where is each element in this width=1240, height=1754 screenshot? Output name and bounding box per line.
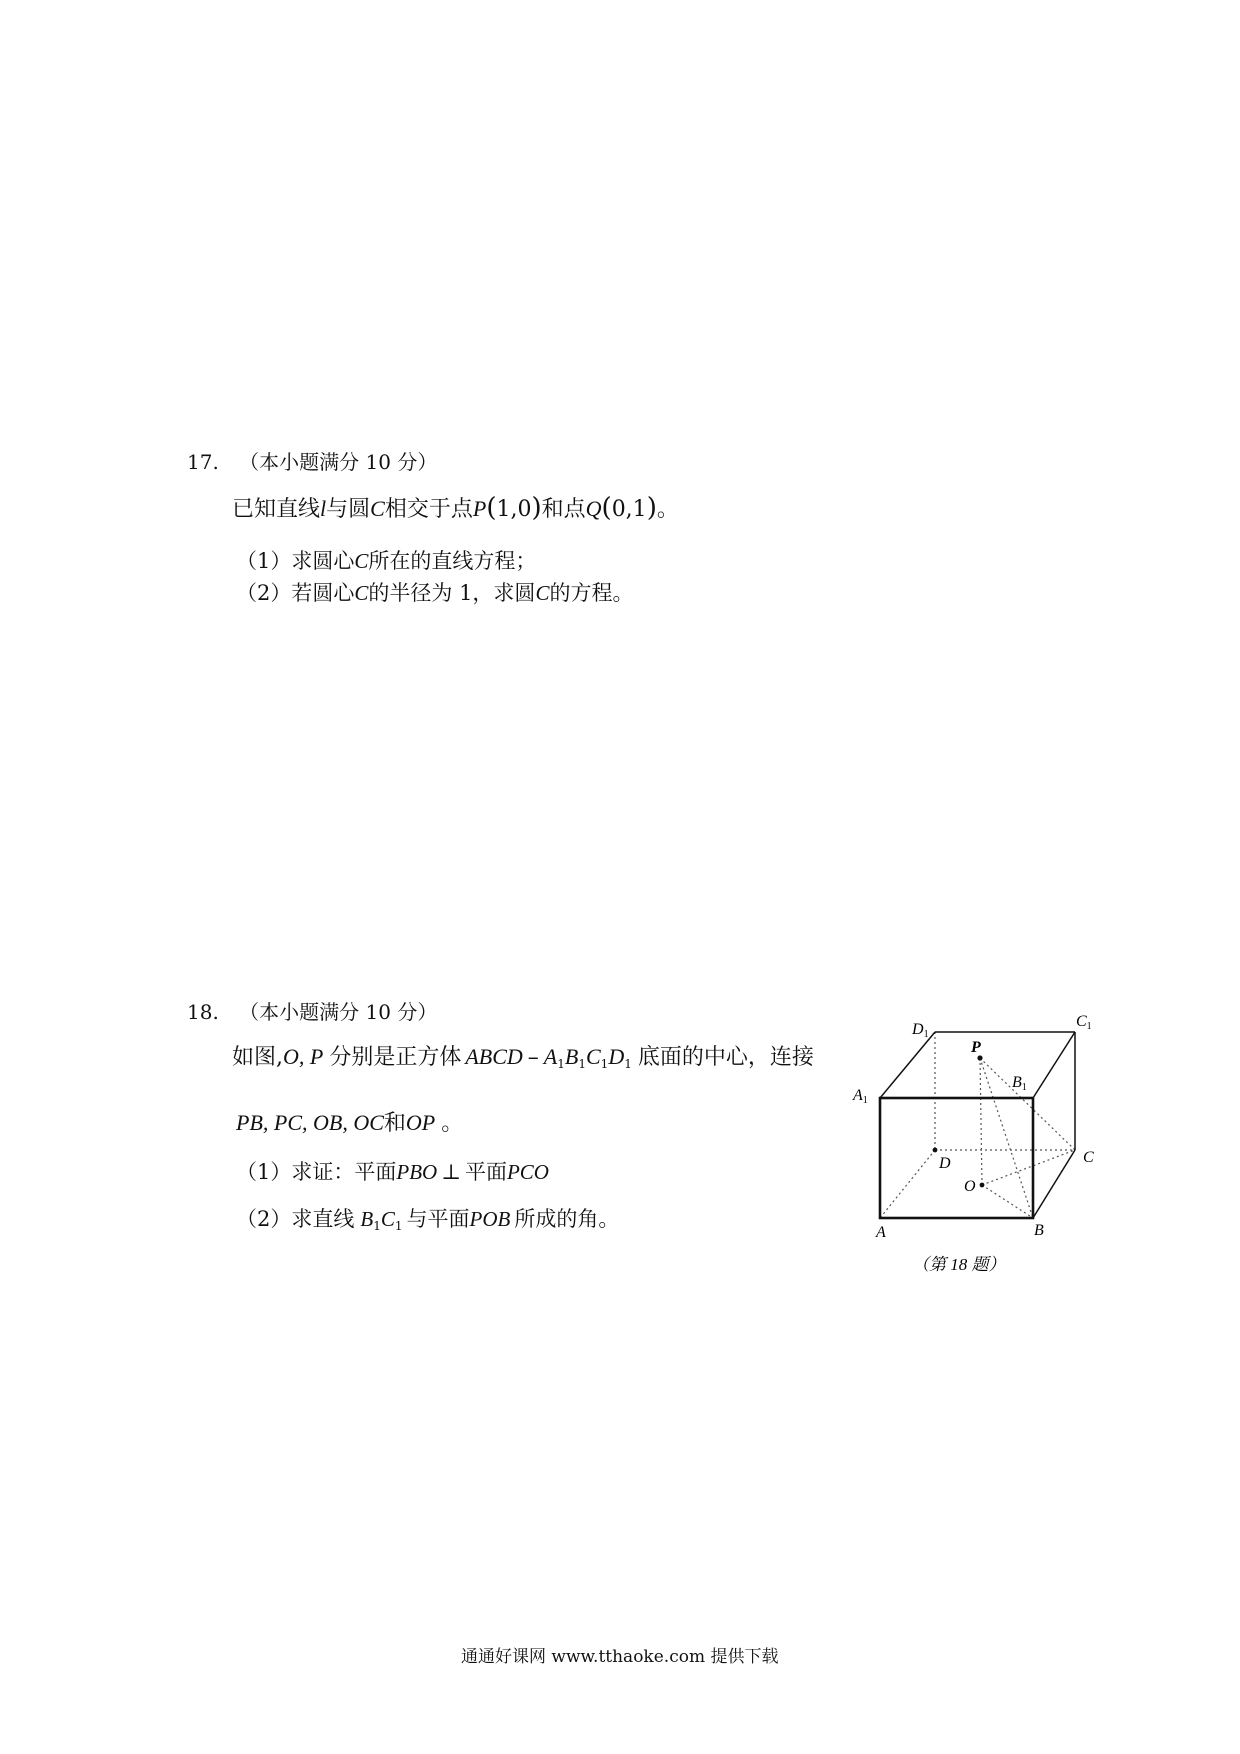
- point-q-coords: 0,1: [611, 497, 647, 522]
- problem-17-number: 17.: [187, 450, 219, 474]
- problem-17-stem: [232, 492, 679, 523]
- q-text: 所在的直线方程；: [368, 549, 537, 573]
- label-c: C: [1083, 1149, 1094, 1166]
- figure-caption: （第 18 题）: [912, 1255, 1006, 1274]
- plane-pbo: PBO: [396, 1160, 438, 1184]
- problem-18-number: 18.: [187, 1000, 219, 1024]
- vertex-a1: A: [543, 1044, 558, 1069]
- point-p: P: [472, 496, 487, 521]
- stem-text: 和: [383, 1111, 406, 1136]
- q-text: （2）若圆心: [236, 581, 355, 605]
- q-text: （1）求证：平面: [236, 1160, 397, 1184]
- q-text: （2）求直线: [236, 1207, 355, 1231]
- stem-text: 。: [441, 1111, 464, 1136]
- var-c: C: [535, 581, 550, 605]
- var-c: C: [354, 549, 369, 573]
- problem-17-q1: [236, 545, 536, 575]
- point-d-dot: [933, 1148, 938, 1153]
- segments: PB, PC, OB, OC: [236, 1110, 384, 1135]
- problem-17-score: （本小题满分 10 分）: [239, 450, 438, 474]
- problem-17-header: [187, 446, 437, 475]
- point-o-dot: [980, 1183, 985, 1188]
- label-b1: B1: [1012, 1074, 1027, 1093]
- problem-18-score: （本小题满分 10 分）: [239, 1000, 438, 1024]
- perp-symbol: ⊥: [441, 1160, 461, 1184]
- stem-text: 相交于点: [384, 497, 473, 522]
- cube-figure: [850, 1010, 1150, 1300]
- footer-source: 通通好课网 www.tthaoke.com 提供下载: [461, 1647, 779, 1667]
- label-a: A: [876, 1224, 886, 1241]
- problem-18-q2: [236, 1203, 619, 1233]
- stem-text: 和点: [541, 497, 586, 522]
- points-o-p: O, P: [283, 1044, 324, 1069]
- q-text: 的半径为 1，求圆: [368, 581, 536, 605]
- paren-open: (: [601, 493, 612, 523]
- label-a1: A1: [853, 1087, 868, 1106]
- stem-text: 分别是正方体: [329, 1045, 462, 1070]
- vertex-c1: C: [585, 1044, 601, 1069]
- dash: –: [527, 1045, 539, 1070]
- stem-text: 底面的中心，连接: [637, 1045, 814, 1070]
- label-o: O: [964, 1178, 976, 1195]
- subscript: 1: [373, 1219, 381, 1233]
- subscript: 1: [557, 1057, 565, 1071]
- var-c: C: [354, 581, 369, 605]
- var-l: l: [320, 496, 327, 521]
- visible-edges: [880, 1032, 1075, 1218]
- paren-close: ): [646, 493, 657, 523]
- q-text: 与平面: [406, 1207, 470, 1231]
- label-b: B: [1034, 1222, 1044, 1239]
- segment-op: OP: [405, 1110, 436, 1135]
- plane-pob: POB: [469, 1207, 511, 1231]
- stem-text: 与圆: [326, 497, 371, 522]
- var-c: C: [370, 496, 385, 521]
- vertex-d1: D: [608, 1044, 625, 1069]
- hidden-edges: [880, 1032, 1075, 1218]
- problem-18-stem-line1: [232, 1040, 814, 1071]
- q-text: 所成的角。: [514, 1207, 620, 1231]
- problem-17-q2: [236, 577, 633, 607]
- subscript: 1: [624, 1057, 632, 1071]
- vertex-b1: B: [360, 1207, 374, 1231]
- point-q: Q: [585, 496, 602, 521]
- q-text: （1）求圆心: [236, 549, 355, 573]
- problem-18-header: [187, 996, 437, 1025]
- q-text: 的方程。: [549, 581, 634, 605]
- q-text: 平面: [464, 1160, 507, 1184]
- label-d1: D1: [912, 1021, 929, 1040]
- paren-open: (: [486, 493, 497, 523]
- cube-name: ABCD: [465, 1044, 523, 1069]
- problem-18-q1: [236, 1156, 549, 1186]
- stem-text: 。: [656, 497, 679, 522]
- paren-close: ): [531, 493, 542, 523]
- vertex-c1: C: [380, 1207, 395, 1231]
- point-p-coords: 1,0: [496, 497, 532, 522]
- vertex-b1: B: [564, 1044, 579, 1069]
- subscript: 1: [578, 1057, 586, 1071]
- label-c1: C1: [1076, 1013, 1092, 1032]
- front-face: [880, 1098, 1033, 1218]
- label-d: D: [939, 1155, 951, 1172]
- stem-text: 如图,: [232, 1045, 283, 1070]
- subscript: 1: [394, 1219, 403, 1233]
- plane-pco: PCO: [506, 1160, 549, 1184]
- subscript: 1: [600, 1057, 609, 1071]
- label-p: P: [971, 1039, 981, 1056]
- problem-18-stem-line2: [236, 1106, 463, 1137]
- point-p-dot: [977, 1055, 982, 1060]
- stem-text: 已知直线: [232, 497, 321, 522]
